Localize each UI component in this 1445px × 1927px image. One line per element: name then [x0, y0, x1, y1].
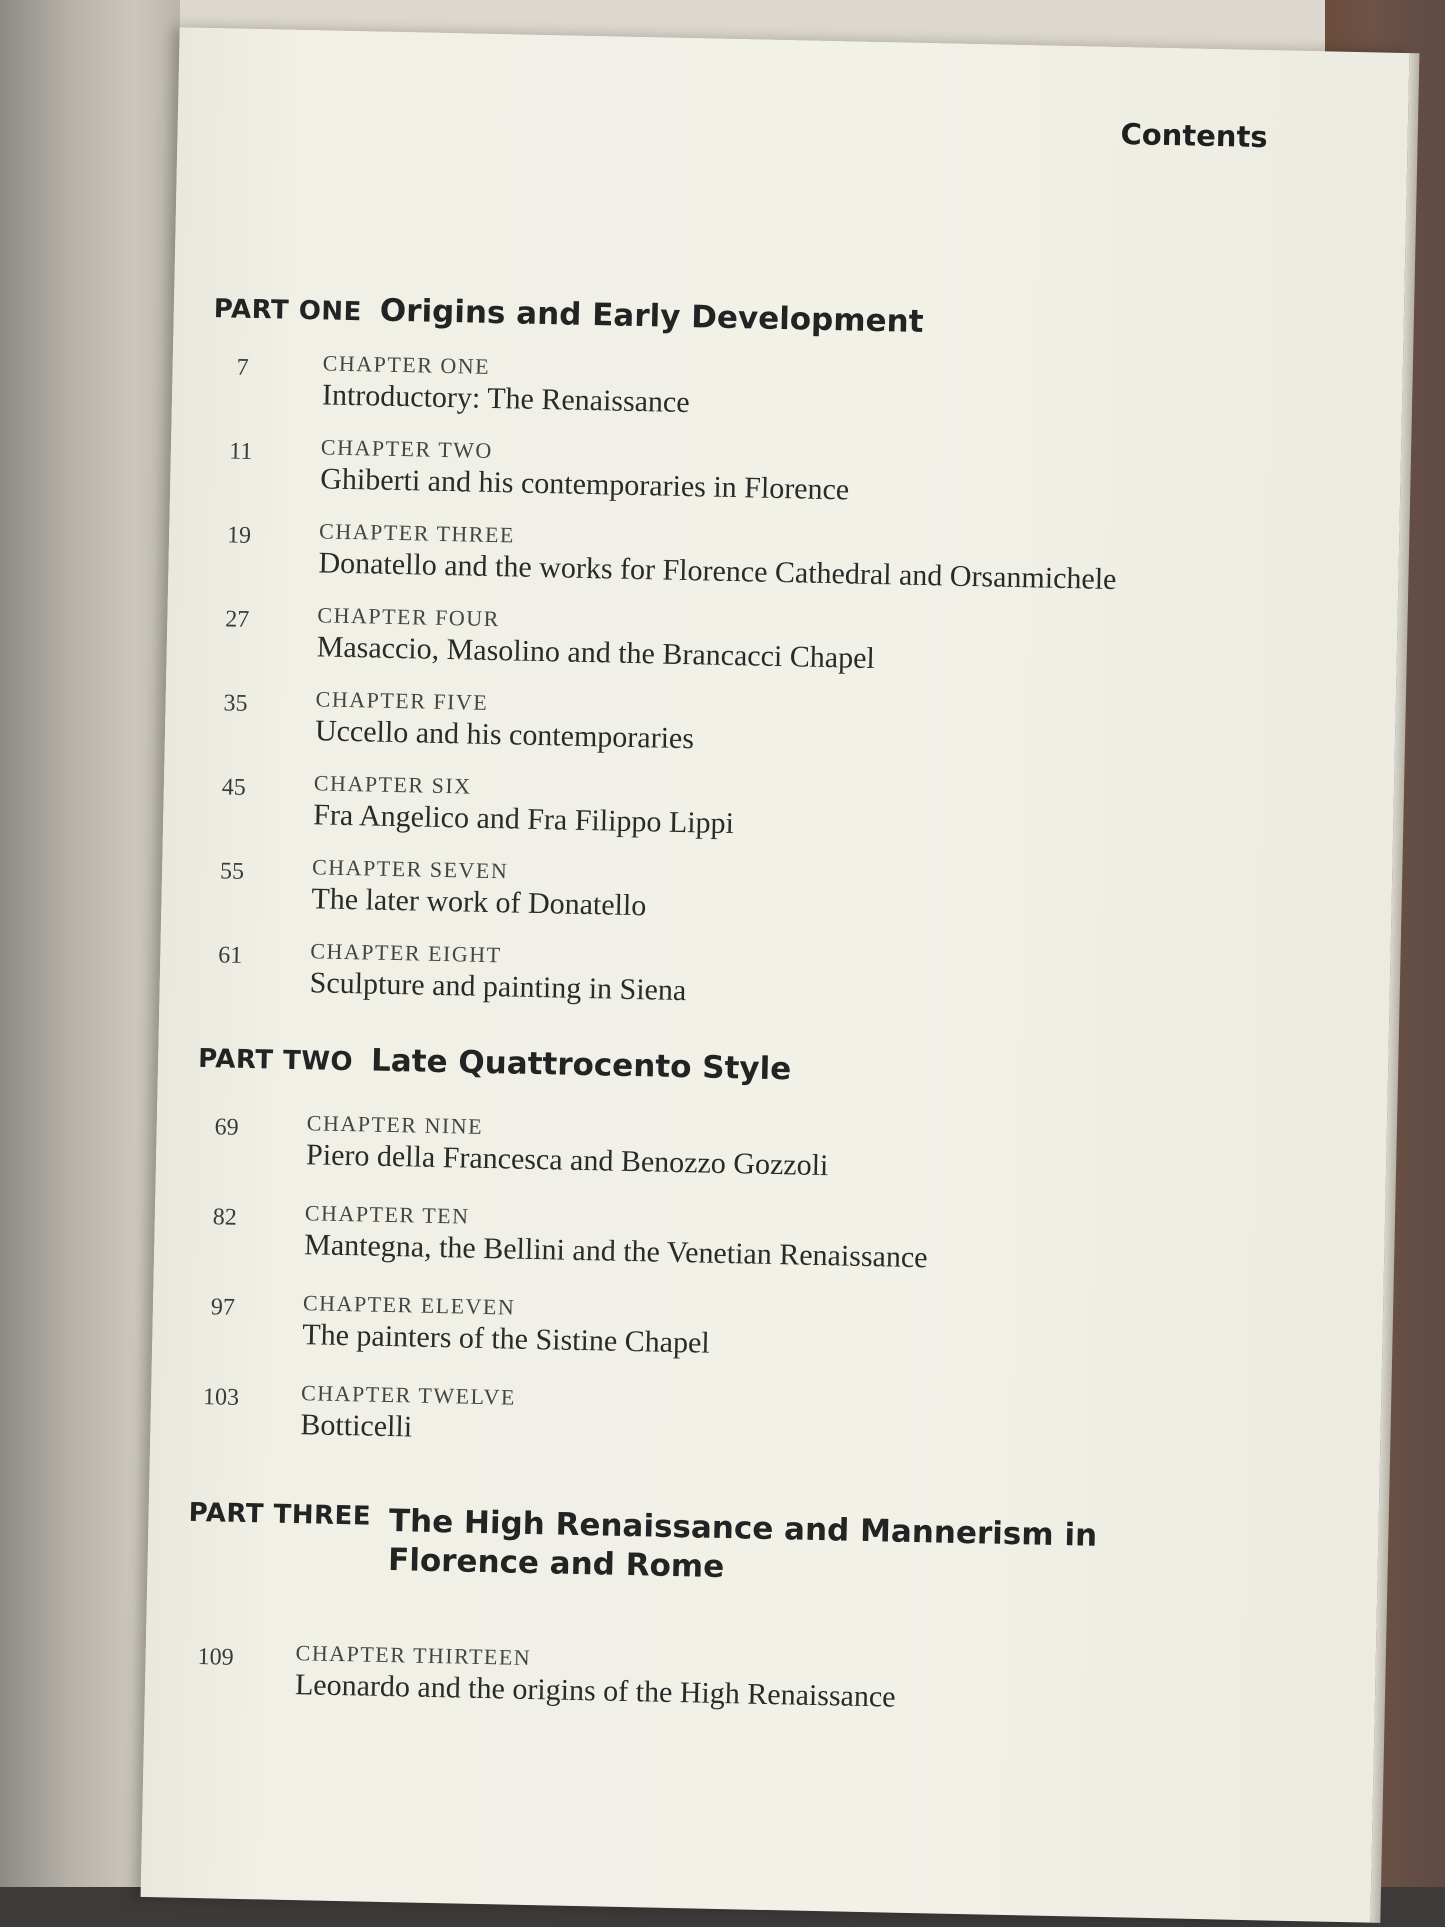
toc-entry[interactable]	[194, 1198, 1195, 1299]
part-label: PART TWO	[197, 1043, 354, 1078]
chapter-label: CHAPTER EIGHT	[310, 938, 502, 968]
toc-entry[interactable]	[206, 600, 1207, 701]
chapter-title: Piero della Francesca and Benozzo Gozzoli	[305, 1138, 829, 1183]
chapter-title: Uccello and his contemporaries	[314, 714, 695, 756]
chapter-title: Ghiberti and his contemporaries in Florence	[319, 462, 850, 507]
part-three-heading	[187, 1498, 1109, 1595]
toc-entry[interactable]	[184, 1638, 1185, 1739]
chapter-title: Fra Angelico and Fra Filippo Lippi	[312, 798, 735, 841]
toc-entry[interactable]	[204, 684, 1205, 785]
page-number: 45	[221, 774, 247, 801]
toc-entry[interactable]	[192, 1288, 1193, 1389]
chapter-title: Masaccio, Masolino and the Brancacci Chapel	[316, 630, 876, 676]
page-number: 61	[218, 942, 243, 969]
part-label: PART THREE	[188, 1497, 372, 1532]
chapter-label: CHAPTER THIRTEEN	[295, 1640, 532, 1671]
page-number: 69	[214, 1114, 239, 1141]
chapter-label: CHAPTER ELEVEN	[302, 1290, 516, 1320]
page-number: 19	[226, 522, 252, 549]
chapter-label: CHAPTER SEVEN	[311, 854, 509, 884]
part-title: Late Quattrocento Style	[370, 1042, 792, 1088]
page-number: 109	[197, 1644, 234, 1671]
chapter-label: CHAPTER FOUR	[317, 602, 501, 632]
contents-heading: Contents	[1120, 117, 1269, 155]
part-label: PART ONE	[213, 294, 363, 328]
toc-entry[interactable]	[211, 348, 1212, 449]
chapter-title: The painters of the Sistine Chapel	[302, 1318, 711, 1360]
toc-entry[interactable]	[190, 1378, 1191, 1479]
page-number: 55	[219, 858, 245, 885]
toc-entry[interactable]	[210, 432, 1211, 533]
page-number: 97	[210, 1294, 236, 1321]
chapter-label: CHAPTER TEN	[304, 1200, 470, 1229]
chapter-label: CHAPTER TWO	[320, 434, 494, 463]
chapter-title: Donatello and the works for Florence Cathedral and Orsanmichele	[318, 546, 1117, 597]
chapter-title: Sculpture and painting in Siena	[309, 966, 687, 1008]
page-number: 82	[212, 1204, 238, 1231]
chapter-title: Leonardo and the origins of the High Renaissance	[294, 1668, 896, 1714]
chapter-label: CHAPTER NINE	[306, 1110, 484, 1139]
part-title: Origins and Early Development	[379, 292, 924, 340]
page-number: 11	[229, 438, 253, 465]
part-one-heading	[213, 288, 923, 342]
toc-entry[interactable]	[199, 936, 1200, 1037]
chapter-title: Botticelli	[300, 1408, 413, 1444]
chapter-label: CHAPTER SIX	[313, 770, 472, 799]
chapter-label: CHAPTER TWELVE	[300, 1380, 517, 1410]
part-two-heading	[198, 1038, 792, 1089]
chapter-title: Introductory: The Renaissance	[321, 378, 690, 420]
toc-entry[interactable]	[208, 516, 1209, 617]
part-title: The High Renaissance and Mannerism in Florence and Rome	[387, 1503, 1098, 1585]
toc-entry[interactable]	[195, 1108, 1196, 1209]
page-number: 27	[225, 606, 250, 633]
chapter-title: Mantegna, the Bellini and the Venetian Renaissance	[303, 1228, 928, 1275]
chapter-label: CHAPTER ONE	[322, 350, 491, 379]
chapter-label: CHAPTER FIVE	[315, 686, 489, 715]
toc-entry[interactable]	[201, 852, 1202, 953]
page-number: 7	[236, 354, 249, 381]
page-number: 35	[223, 690, 248, 717]
chapter-title: The later work of Donatello	[311, 882, 647, 923]
chapter-label: CHAPTER THREE	[318, 518, 516, 548]
contents-page	[141, 27, 1410, 1922]
toc-entry[interactable]	[203, 768, 1204, 869]
page-number: 103	[202, 1384, 240, 1411]
